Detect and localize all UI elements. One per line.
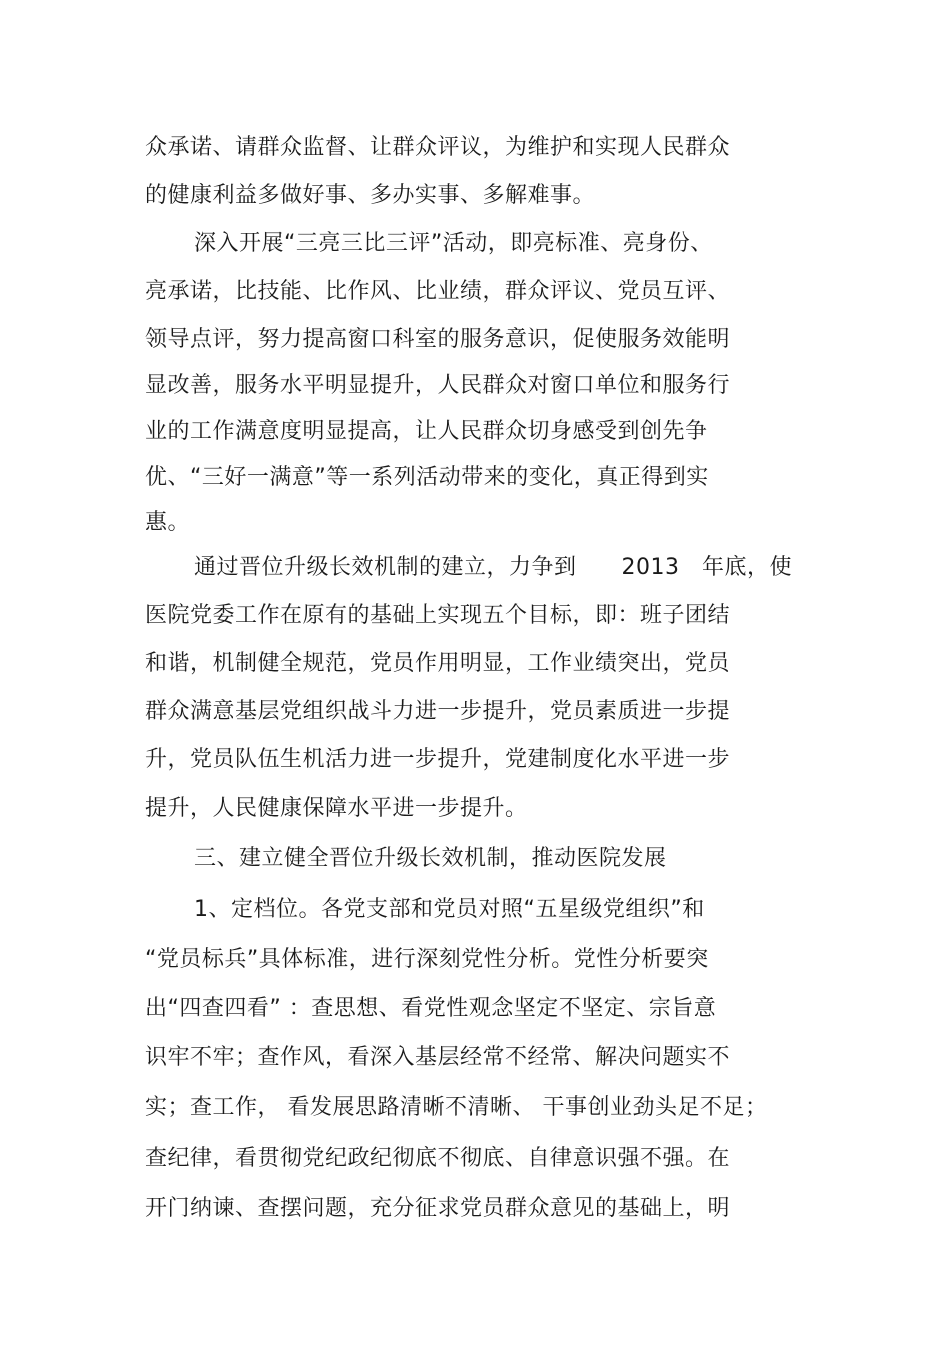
- text-line: 实；查工作， 看发展思路清晰不清晰、 干事创业劲头足不足；: [145, 1095, 768, 1120]
- text-line: 识牢不牢；查作风，看深入基层经常不经常、解决问题实不: [145, 1045, 731, 1070]
- text-line: 开门纳谏、查摆问题，充分征求党员群众意见的基础上，明: [145, 1196, 731, 1221]
- text-line: 提升，人民健康保障水平进一步提升。: [145, 796, 528, 821]
- text-line: “党员标兵”具体标准，进行深刻党性分析。党性分析要突: [145, 947, 709, 972]
- text-line: 优、“三好一满意”等一系列活动带来的变化，真正得到实: [145, 465, 709, 490]
- text-line: 亮承诺，比技能、比作风、比业绩，群众评议、党员互评、: [145, 279, 731, 304]
- text-line: 业的工作满意度明显提高，让人民群众切身感受到创先争: [145, 419, 708, 444]
- text-line: 众承诺、请群众监督、让群众评议，为维护和实现人民群众: [145, 135, 731, 160]
- text-line: 的健康利益多做好事、多办实事、多解难事。: [145, 183, 596, 208]
- section-heading: 三、建立健全晋位升级长效机制，推动医院发展: [194, 846, 667, 871]
- text-line: 惠。: [145, 510, 191, 535]
- text-line: 群众满意基层党组织战斗力进一步提升，党员素质进一步提: [145, 699, 731, 724]
- paragraph-start: 深入开展“三亮三比三评”活动，即亮标准、亮身份、: [194, 231, 713, 256]
- text-line: 和谐，机制健全规范，党员作用明显，工作业绩突出，党员: [145, 651, 731, 676]
- paragraph-start: 通过晋位升级长效机制的建立，力争到 2013 年底，使: [194, 555, 792, 580]
- text-line: 升，党员队伍生机活力进一步提升，党建制度化水平进一步: [145, 747, 731, 772]
- text-line: 领导点评，努力提高窗口科室的服务意识，促使服务效能明: [145, 327, 731, 352]
- text-line: 查纪律，看贯彻党纪政纪彻底不彻底、自律意识强不强。在: [145, 1146, 731, 1171]
- text-line: 医院党委工作在原有的基础上实现五个目标，即：班子团结: [145, 603, 731, 628]
- text-line: 出“四查四看” ：查思想、看党性观念坚定不坚定、宗旨意: [145, 996, 717, 1021]
- paragraph-start: 1、定档位。各党支部和党员对照“五星级党组织”和: [194, 897, 705, 922]
- text-line: 显改善，服务水平明显提升，人民群众对窗口单位和服务行: [145, 373, 731, 398]
